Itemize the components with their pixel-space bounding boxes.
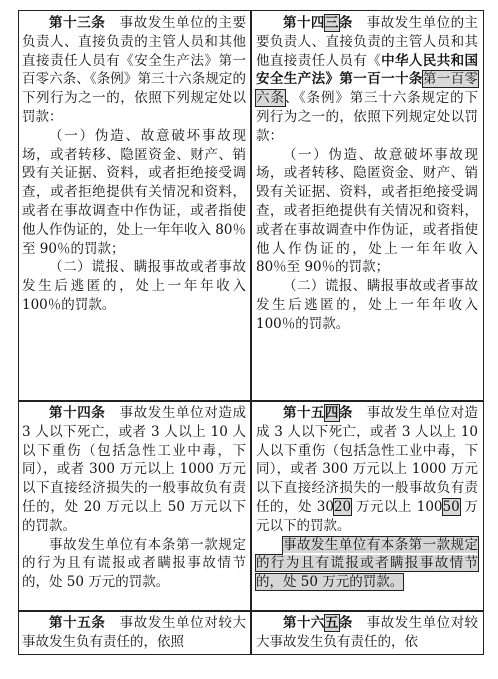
old-art15-title: 第十五条 xyxy=(49,615,106,631)
new-art16-para xyxy=(256,614,478,652)
old-art15-para xyxy=(22,614,246,652)
new-art14-item1: （一）伪造、故意破坏事故现场，或者转移、隐匿资金、财产、销毁有关证据、资料，或者拒绝接受调查，或者拒绝提供有关情况和资料，或者在事故调查中作伪证，或者指使他人作伪证的，处上一年年收入 80％至 90％的罚款； xyxy=(256,146,478,276)
new-art14-title-b: 条 xyxy=(338,15,353,31)
new-art14-title-a: 第十四 xyxy=(283,15,325,31)
new-article-14-cell xyxy=(256,14,478,334)
new-art16-title-a: 第十六 xyxy=(283,615,325,631)
new-art15-t3: 万元以下的罚款。 xyxy=(256,498,478,534)
new-art15-t1: 事故发生单位对造成 3 人以下死亡，或者 3 人以上 10 人以下重伤（包括急性工业中毒，下同），或者 300 万元以上 1000 万元以下直接经济损失的一般事故负有责任的，处 30 xyxy=(256,405,479,515)
new-art15-title-a: 第十五 xyxy=(283,405,325,421)
old-art13-item2: （二）谎报、瞒报事故或者事故发生后逃匿的，处上一年年收入 100％的罚款。 xyxy=(22,259,246,313)
new-art14-t3: 、《条例》第三十六条规定的下列行为之一的，依照下列规定处以罚款： xyxy=(256,90,479,144)
new-art14-item2: （二）谎报、瞒报事故或者事故发生后逃匿的，处上一年年收入 100％的罚款。 xyxy=(256,278,478,332)
deleted-char-mark: 五 xyxy=(324,615,339,631)
old-art14-para2: 事故发生单位有本条第一款规定的行为且有谎报或者瞒报事故情节的，处 50 万元的罚款。 xyxy=(22,536,246,591)
deleted-char-mark: 三 xyxy=(324,15,339,31)
new-art16-title-b: 条 xyxy=(338,615,353,631)
new-article-15-cell xyxy=(256,404,478,592)
deleted-number-mark: 50 xyxy=(442,498,460,515)
row-divider-2 xyxy=(18,610,484,612)
old-article-14-cell xyxy=(22,404,246,592)
old-art13-text: 事故发生单位的主要负责人、直接负责的主管人员和其他直接责任人员有《安全生产法》第一百零六条、《条例》第三十六条规定的下列行为之一的，依照下列规定处以罚款： xyxy=(22,15,247,125)
deleted-paragraph-mark: 事故发生单位有本条第一款规定的行为且有谎报或者瞒报事故情节的，处 50 万元的罚款。 xyxy=(256,536,478,591)
row-divider-1 xyxy=(18,400,484,402)
deleted-number-mark: 20 xyxy=(333,498,352,515)
old-art13-title: 第十三条 xyxy=(49,15,106,31)
new-art15-para xyxy=(256,404,478,536)
new-art15-para2 xyxy=(256,536,478,592)
new-art16-title xyxy=(283,615,353,631)
old-art14-title: 第十四条 xyxy=(49,405,106,421)
old-article-15-cell xyxy=(22,614,246,654)
new-art16-t1: 事故发生单位对较大事故发生负有责任的，依 xyxy=(256,615,478,650)
old-art14-para xyxy=(22,404,246,536)
old-art13-para xyxy=(22,14,246,127)
law-name-bold: 中华人民共和国安全生产法 xyxy=(256,52,479,88)
old-art13-item1: （一）伪造、故意破坏事故现场，或者转移、隐匿资金、财产、销毁有关证据、资料，或者拒绝接受调查，或者拒绝提供有关情况和资料，或者在事故调查中作伪证，或者指使他人作伪证的，处上一年年收入 80％至 90％的罚款； xyxy=(22,127,246,257)
column-divider xyxy=(250,10,252,655)
new-art14-title xyxy=(283,15,353,31)
deleted-char-mark: 四 xyxy=(324,405,339,421)
deleted-clause-mark: 第一百零六条 xyxy=(256,71,479,107)
new-art15-title xyxy=(283,405,353,421)
new-art15-title-b: 条 xyxy=(338,405,353,421)
new-art14-t2: 》第一百一十条 xyxy=(325,71,423,88)
new-art14-para xyxy=(256,14,478,146)
new-article-16-cell xyxy=(256,614,478,654)
old-art14-text: 事故发生单位对造成 3 人以下死亡，或者 3 人以上 10 人以下重伤（包括急性工业中毒，下同），或者 300 万元以上 1000 万元以下直接经济损失的一般事故负有责任的，处 20 万元以上 50 万元以下的罚款。 xyxy=(22,405,247,534)
old-article-13-cell xyxy=(22,14,246,315)
old-art15-text: 事故发生单位对较大事故发生负有责任的，依照 xyxy=(22,615,246,650)
new-art14-t1: 事故发生单位的主要负责人、直接负责的主管人员和其他直接责任人员有《 xyxy=(256,15,479,69)
new-art15-t2: 万元以上 100 xyxy=(351,498,443,515)
